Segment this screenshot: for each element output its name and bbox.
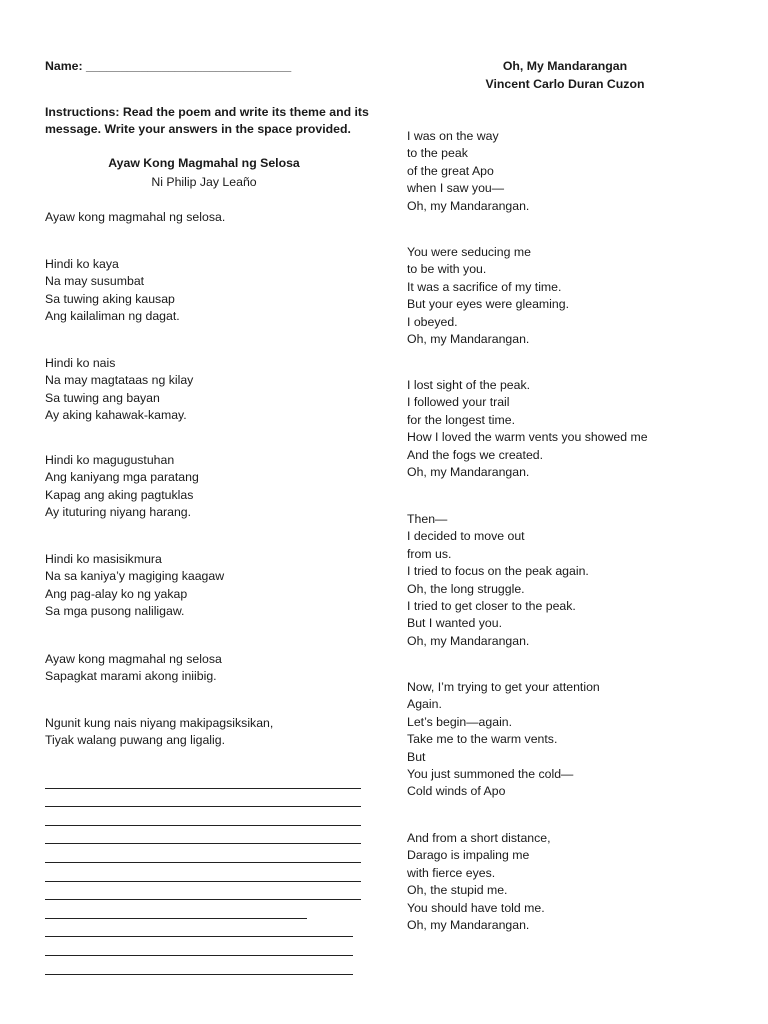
answer-line[interactable]	[45, 882, 361, 901]
poem-line: Take me to the warm vents.	[407, 732, 558, 747]
poem-line: Ang pag-alay ko ng yakap	[45, 586, 188, 601]
poem2-stanza	[407, 128, 529, 215]
answer-line[interactable]	[45, 770, 361, 789]
answer-line[interactable]	[45, 863, 361, 882]
poem-line: Oh, my Mandarangan.	[407, 332, 530, 347]
poem1-stanza	[45, 715, 273, 750]
poem-line: Hindi ko kaya	[45, 257, 119, 271]
poem-line: Hindi ko nais	[45, 356, 116, 370]
poem-line: But I wanted you.	[407, 616, 503, 631]
name-field-label: Name: ______________________________	[45, 59, 292, 73]
poem-line: You should have told me.	[407, 900, 545, 915]
poem-line: I tried to focus on the peak again.	[407, 564, 589, 579]
poem-line: Oh, my Mandarangan.	[407, 198, 530, 213]
poem2-stanza	[407, 830, 551, 934]
poem1-stanza	[45, 256, 180, 326]
poem-line: Na may magtataas ng kilay	[45, 373, 194, 388]
answer-line[interactable]	[45, 900, 307, 919]
poem2-stanza	[407, 511, 589, 650]
poem-line: I followed your trail	[407, 395, 510, 410]
poem-line: Hindi ko masisikmura	[45, 552, 162, 566]
poem2-title: Oh, My Mandarangan	[502, 59, 628, 73]
poem-line: Ay ituturing niyang harang.	[45, 505, 192, 520]
poem-line: Oh, my Mandarangan.	[407, 465, 530, 480]
answer-line[interactable]	[45, 807, 361, 826]
poem-line: Hindi ko magugustuhan	[45, 453, 175, 467]
poem-line: But your eyes were gleaming.	[407, 297, 569, 312]
poem-line: Sa tuwing ang bayan	[45, 390, 160, 405]
poem1-title: Ayaw Kong Magmahal ng Selosa	[108, 156, 300, 170]
poem2-author: Vincent Carlo Duran Cuzon	[485, 77, 645, 91]
poem-line: Oh, my Mandarangan.	[407, 633, 530, 648]
poem-line: It was a sacrifice of my time.	[407, 279, 562, 294]
poem-line: Sa tuwing aking kausap	[45, 291, 175, 306]
instructions-text: Instructions: Read the poem and write its theme and its message. Write your answers in the space provided.	[45, 105, 369, 136]
poem-line: Ang kailaliman ng dagat.	[45, 309, 180, 324]
poem-line: for the longest time.	[407, 412, 515, 427]
poem-line: Sa mga pusong naliligaw.	[45, 604, 185, 619]
poem-line: Ayaw kong magmahal ng selosa	[45, 652, 222, 666]
answer-line[interactable]	[45, 844, 361, 863]
poem1-stanza	[45, 355, 193, 425]
poem-line: Na may susumbat	[45, 274, 145, 289]
poem-line: Cold winds of Apo	[407, 784, 506, 799]
poem-line: when I saw you—	[407, 181, 505, 196]
poem-line: I obeyed.	[407, 314, 458, 329]
answer-line[interactable]	[45, 919, 353, 938]
poem-line: Again.	[407, 697, 442, 712]
answer-line[interactable]	[45, 937, 353, 956]
poem-line: Tiyak walang puwang ang ligalig.	[45, 733, 226, 748]
poem2-stanza	[407, 679, 600, 801]
poem-line: I decided to move out	[407, 529, 525, 544]
answer-area[interactable]	[45, 770, 361, 975]
poem-line: with fierce eyes.	[407, 865, 496, 880]
poem-line: to be with you.	[407, 262, 487, 277]
poem-line: of the great Apo	[407, 163, 494, 178]
poem-line: But	[407, 749, 426, 764]
poem-line: How I loved the warm vents you showed me	[407, 430, 648, 445]
poem1-stanza	[45, 551, 224, 621]
poem1-stanza	[45, 651, 222, 686]
poem-line: Ay aking kahawak-kamay.	[45, 408, 187, 423]
answer-line[interactable]	[45, 826, 361, 845]
poem-line: Ngunit kung nais niyang makipagsiksikan,	[45, 716, 274, 730]
poem-line: Oh, my Mandarangan.	[407, 918, 530, 933]
poem-line: I tried to get closer to the peak.	[407, 599, 576, 614]
poem-line: Sapagkat marami akong iniibig.	[45, 669, 217, 684]
answer-line[interactable]	[45, 789, 361, 808]
poem-line: And the fogs we created.	[407, 447, 544, 462]
poem-line: Kapag ang aking pagtuklas	[45, 487, 194, 502]
poem-line: Then—	[407, 512, 448, 526]
poem-line: You just summoned the cold—	[407, 767, 574, 782]
poem-line: Oh, the long struggle.	[407, 581, 525, 596]
poem2-stanza	[407, 244, 569, 348]
poem-line: to the peak	[407, 146, 468, 161]
poem1-stanza	[45, 452, 199, 522]
poem-line: You were seducing me	[407, 245, 531, 259]
answer-line[interactable]	[45, 956, 353, 975]
poem-line: Let’s begin—again.	[407, 714, 513, 729]
poem-line: Ayaw kong magmahal ng selosa.	[45, 210, 226, 224]
poem-line: Oh, the stupid me.	[407, 883, 508, 898]
poem-line: from us.	[407, 546, 452, 561]
poem1-stanza	[45, 209, 225, 226]
poem-line: I lost sight of the peak.	[407, 378, 531, 392]
poem-line: Now, I’m trying to get your attention	[407, 680, 600, 694]
poem-line: Na sa kaniya’y magiging kaagaw	[45, 569, 225, 584]
poem-line: Ang kaniyang mga paratang	[45, 470, 199, 485]
poem2-stanza	[407, 377, 648, 481]
poem-line: I was on the way	[407, 129, 499, 143]
poem-line: Darago is impaling me	[407, 848, 530, 863]
poem-line: And from a short distance,	[407, 831, 551, 845]
poem1-author: Ni Philip Jay Leaño	[151, 175, 257, 189]
